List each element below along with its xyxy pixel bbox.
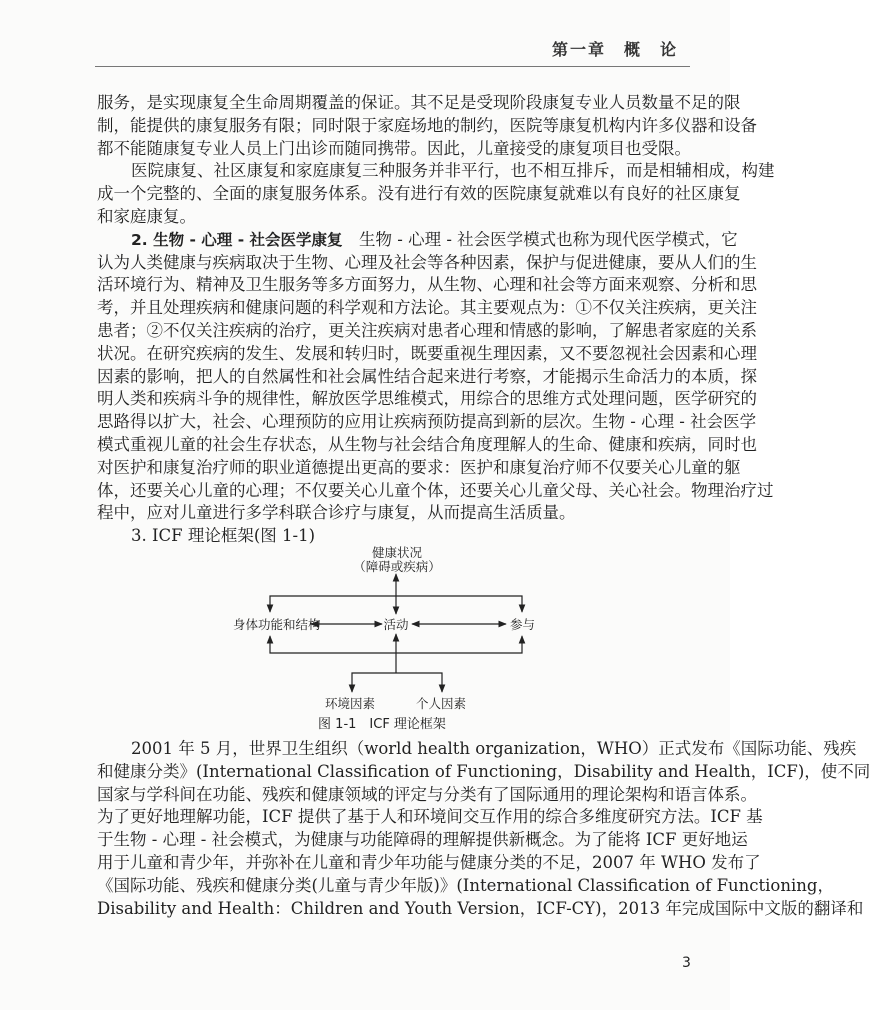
text-line: 制，能提供的康复服务有限；同时限于家庭场地的制约，医院等康复机构内许多仪器和设备	[97, 115, 757, 135]
figure-caption: 图 1-1 ICF 理论框架	[318, 717, 446, 732]
text-line: 模式重视儿童的社会生存状态，从生物与社会结合角度理解人的生命、健康和疾病，同时也	[97, 434, 757, 454]
section-3-heading: 3. ICF 理论框架(图 1-1)	[131, 526, 316, 546]
text-line: 认为人类健康与疾病取决于生物、心理及社会等各种因素，保护与促进健康，要从人们的生	[97, 252, 757, 272]
text-line: 成一个完整的、全面的康复服务体系。没有进行有效的医院康复就难以有良好的社区康复	[97, 184, 741, 204]
text-line: 活环境行为、精神及卫生服务等多方面努力，从生物、心理和社会等方面来观察、分析和思	[97, 275, 757, 295]
text-line: 考，并且处理疾病和健康问题的科学观和方法论。其主要观点为：①不仅关注疾病，更关注	[97, 298, 757, 318]
text-line: 和家庭康复。	[97, 206, 196, 226]
text-line: 服务，是实现康复全生命周期覆盖的保证。其不足是受现阶段康复专业人员数量不足的限	[97, 93, 741, 112]
text-line: 2001 年 5 月，世界卫生组织（world health organization，WHO）正式发布《国际功能、残疾	[131, 739, 857, 758]
text-line: 程中，应对儿童进行多学科联合诊疗与康复，从而提高生活质量。	[97, 503, 576, 523]
text-line: 体，还要关心儿童的心理；不仅要关心儿童个体，还要关心儿童父母、关心社会。物理治疗过	[97, 480, 774, 500]
text-line: 因素的影响，把人的自然属性和社会属性结合起来进行考察，才能揭示生命活力的本质，探	[97, 366, 757, 386]
environment-label: 环境因素	[324, 696, 376, 711]
activity-label: 活动	[383, 617, 409, 632]
text-line: 《国际功能、残疾和健康分类(儿童与青少年版)》(International Classification of Functioning，	[97, 875, 834, 895]
text-line: 明人类和疾病斗争的规律性，解放医学思维模式，用综合的思维方式处理问题，医学研究的	[97, 389, 757, 409]
text-line: 医院康复、社区康复和家庭康复三种服务并非平行，也不相互排斥，而是相辅相成，构建	[131, 161, 775, 181]
text-line: 状况。在研究疾病的发生、发展和转归时，既要重视生理因素，又不要忽视社会因素和心理	[97, 343, 757, 363]
body-text-bottom	[97, 738, 870, 920]
text-line: Disability and Health：Children and Youth Version，ICF-CY)，2013 年完成国际中文版的翻译和	[97, 898, 864, 918]
section-2-heading: 2. 生物 - 心理 - 社会医学康复	[131, 230, 343, 249]
text-line: 国家与学科间在功能、残疾和健康领域的评定与分类有了国际通用的理论架构和语言体系。	[97, 784, 757, 804]
health-condition-label: 健康状况	[371, 545, 423, 560]
participation-label: 参与	[510, 617, 536, 632]
text-line: 患者；②不仅关注疾病的治疗，更关注疾病对患者心理和情感的影响，了解患者家庭的关系	[97, 320, 757, 340]
health-condition-sublabel: （障碍或疾病）	[353, 559, 441, 574]
text-line: 和健康分类》(International Classification of Functioning，Disability and Health，ICF)，使不同	[97, 761, 870, 781]
text-line: 思路得以扩大，社会、心理预防的应用让疾病预防提高到新的层次。生物 - 心理 - 社会医学	[97, 412, 757, 432]
text-line: 对医护和康复治疗师的职业道德提出更高的要求：医护和康复治疗师不仅要关心儿童的躯	[97, 457, 741, 477]
body-function-label: 身体功能和结构	[233, 617, 321, 632]
text-line: 为了更好地理解功能，ICF 提供了基于人和环境间交互作用的综合多维度研究方法。ICF 基	[97, 807, 763, 827]
contextual-branch	[352, 673, 442, 692]
text-line: 用于儿童和青少年，并弥补在儿童和青少年功能与健康分类的不足，2007 年 WHO 发布了	[97, 852, 761, 872]
text-line: 都不能随康复专业人员上门出诊而随同携带。因此，儿童接受的康复项目也受限。	[97, 138, 691, 158]
text-span: 生物 - 心理 - 社会医学模式也称为现代医学模式，它	[359, 229, 738, 249]
text-line: 于生物 - 心理 - 社会模式，为健康与功能障碍的理解提供新概念。为了能将 ICF 更好地运	[97, 830, 748, 850]
page-number: 3	[682, 955, 691, 971]
chapter-header: 第一章 概 论	[551, 40, 678, 59]
personal-label: 个人因素	[415, 696, 467, 711]
